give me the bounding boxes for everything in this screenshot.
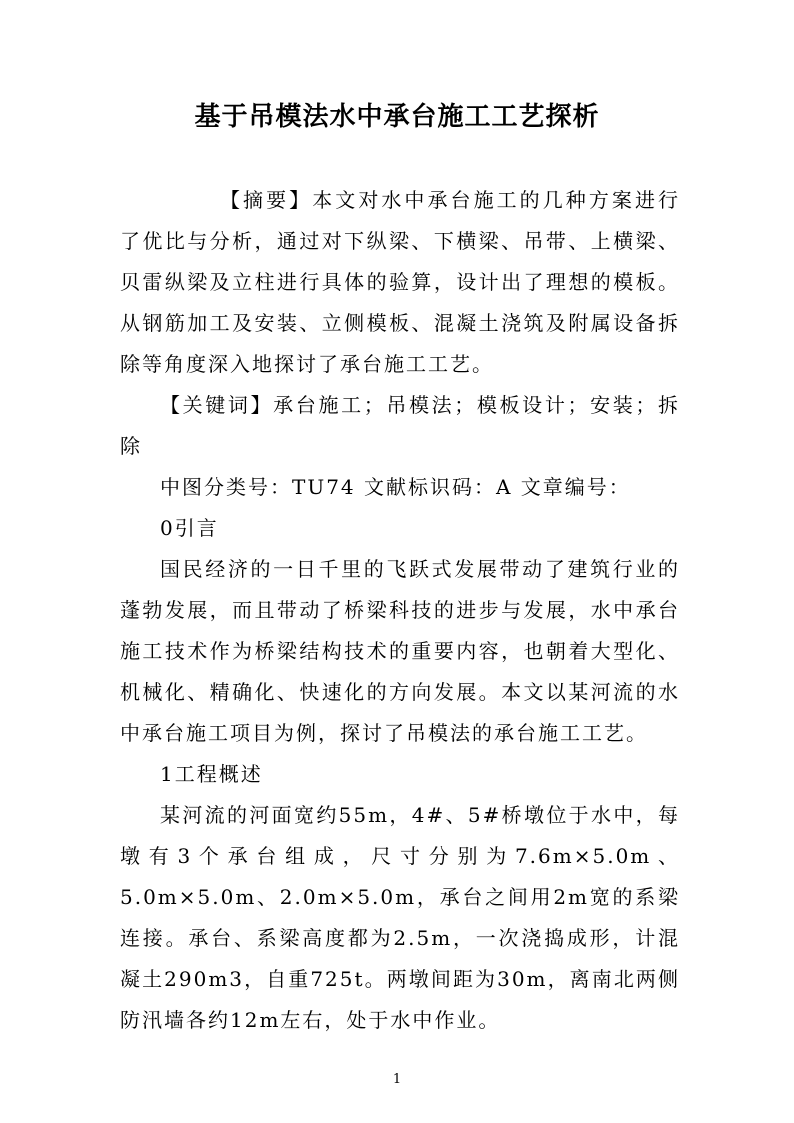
document-body	[120, 180, 680, 1041]
keywords-paragraph: 【关键词】承台施工；吊模法；模板设计；安装；拆除	[120, 393, 680, 458]
document-title: 基于吊模法水中承台施工工艺探析	[194, 102, 600, 132]
section-heading-project-overview: 1工程概述	[160, 762, 263, 786]
project-overview-paragraph: 某河流的河面宽约55m，4#、5#桥墩位于水中，每墩有3个承台组成，尺寸分别为7.6m×5.0m、5.0m×5.0m、2.0m×5.0m，承台之间用2m宽的系梁连接。承台、系梁高度都为2.5m，一次浇捣成形，计混凝土290m3，自重725t。两墩间距为30m，离南北两侧防汛墙各约12m左右，处于水中作业。	[120, 803, 680, 1032]
abstract-paragraph: 【摘要】本文对水中承台施工的几种方案进行了优比与分析，通过对下纵梁、下横梁、吊带、上横梁、贝雷纵梁及立柱进行具体的验算，设计出了理想的模板。从钢筋加工及安装、立侧模板、混凝土浇筑及附属设备拆除等角度深入地探讨了承台施工工艺。	[120, 188, 680, 376]
introduction-paragraph: 国民经济的一日千里的飞跃式发展带动了建筑行业的蓬勃发展，而且带动了桥梁科技的进步与发展，水中承台施工技术作为桥梁结构技术的重要内容，也朝着大型化、机械化、精确化、快速化的方向发展。本文以某河流的水中承台施工项目为例，探讨了吊模法的承台施工工艺。	[120, 557, 680, 745]
section-heading-introduction: 0引言	[160, 516, 219, 540]
classification-line: 中图分类号：TU74 文献标识码：A 文章编号：	[160, 475, 631, 499]
page-number: 1	[392, 1072, 402, 1087]
